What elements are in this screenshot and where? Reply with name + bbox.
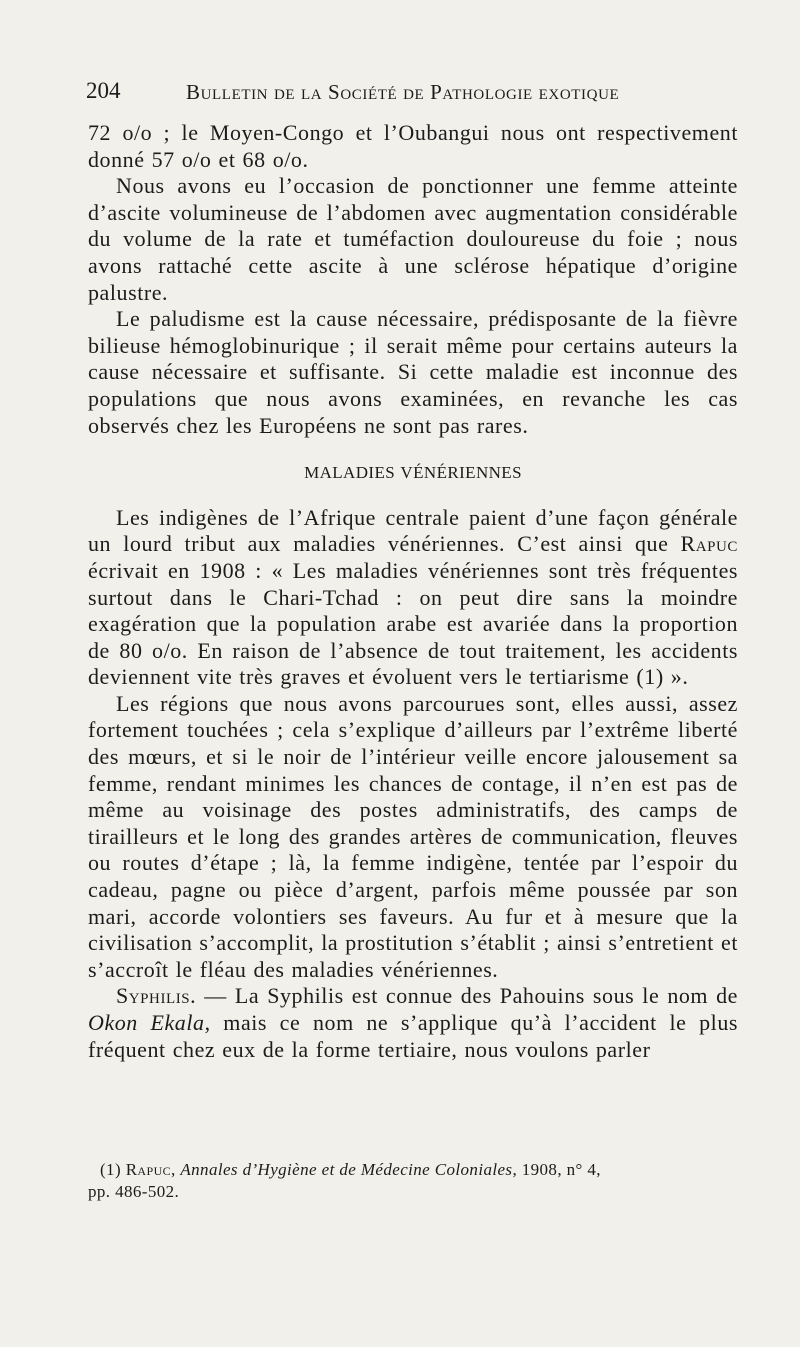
section-heading: MALADIES VÉNÉRIENNES — [304, 463, 522, 483]
italic-term: Okon Ekala — [88, 1010, 205, 1035]
author-name: Rapuc — [680, 531, 738, 557]
running-header — [86, 78, 750, 108]
running-title: Bulletin de la Société de Pathologie exotique — [186, 80, 620, 104]
paragraph: Le paludisme est la cause nécessaire, prédisposante de la fièvre bilieuse hémoglobinurique ; il serait même pour certains auteurs la cause nécessaire et suffisante. Si cette maladie est inconnue des populations que nous avons examinées, en revanche les cas observés chez les Européens ne sont pas rares. — [88, 306, 738, 438]
paragraph-text: — La Syphilis est connue des Pahouins sous le nom de — [196, 983, 738, 1009]
paragraph: 72 o/o ; le Moyen-Congo et l’Oubangui nous ont respectivement donné 57 o/o et 68 o/o. — [88, 120, 738, 172]
paragraph — [88, 983, 738, 1063]
footnote-marker: (1) — [100, 1160, 122, 1179]
footnote-details: , 1908, n° 4, — [512, 1160, 601, 1179]
run-in-heading: Syphilis. — [116, 983, 197, 1009]
paragraph-text: , mais ce nom ne s’applique qu’à l’accident le plus fréquent chez eux de la forme tertiaire, nous voulons parler — [88, 1010, 739, 1062]
paragraph-text: Les indigènes de l’Afrique centrale paient d’une façon générale un lourd tribut aux maladies vénériennes. C’est ainsi que — [88, 504, 738, 557]
footnote-title: Annales d’Hygiène et de Médecine Coloniales — [180, 1160, 513, 1179]
body-text — [88, 120, 738, 1063]
paragraph-text: écrivait en 1908 : « Les maladies vénériennes sont très fréquentes surtout dans le Chari-Tchad : on peut dire sans la moindre exagération que la population arabe est avariée dans la proportion de 80 o/o. En raison de l’absence de tout traitement, les accidents deviennent vite très graves et évoluent vers le tertiarisme (1) ». — [88, 557, 738, 690]
paragraph — [88, 505, 738, 691]
paragraph: Les régions que nous avons parcourues sont, elles aussi, assez fortement touchées ; cela s’explique d’ailleurs par l’extrême liberté des mœurs, et si le noir de l’intérieur veille encore jalousement sa femme, rendant minimes les chances de contage, il n’en est pas de même au voisinage des postes administratifs, des camps de tirailleurs et le long des grandes artères de communication, fleuves ou routes d’étape ; là, la femme indigène, tentée par l’espoir du cadeau, pagne ou pièce d’argent, parfois même poussée par son mari, accorde volontiers ses faveurs. Au fur et à mesure que la civilisation s’accomplit, la prostitution s’établit ; ainsi s’entretient et s’accroît le fléau des maladies vénériennes. — [88, 690, 738, 982]
footnote-author: Rapuc — [125, 1160, 172, 1179]
footnote-pages: pp. 486-502. — [88, 1182, 180, 1201]
paragraph: Nous avons eu l’occasion de ponctionner une femme atteinte d’ascite volumineuse de l’abdomen avec augmentation considérable du volume de la rate et tuméfaction douloureuse du foie ; nous avons rattaché cette ascite à une sclérose hépatique d’origine palustre. — [88, 173, 738, 305]
page-number: 204 — [86, 78, 121, 103]
footnote: (1) Rapuc, Annales d’Hygiène et de Médecine Coloniales, 1908, n° 4, pp. 486-502. — [100, 1159, 740, 1203]
